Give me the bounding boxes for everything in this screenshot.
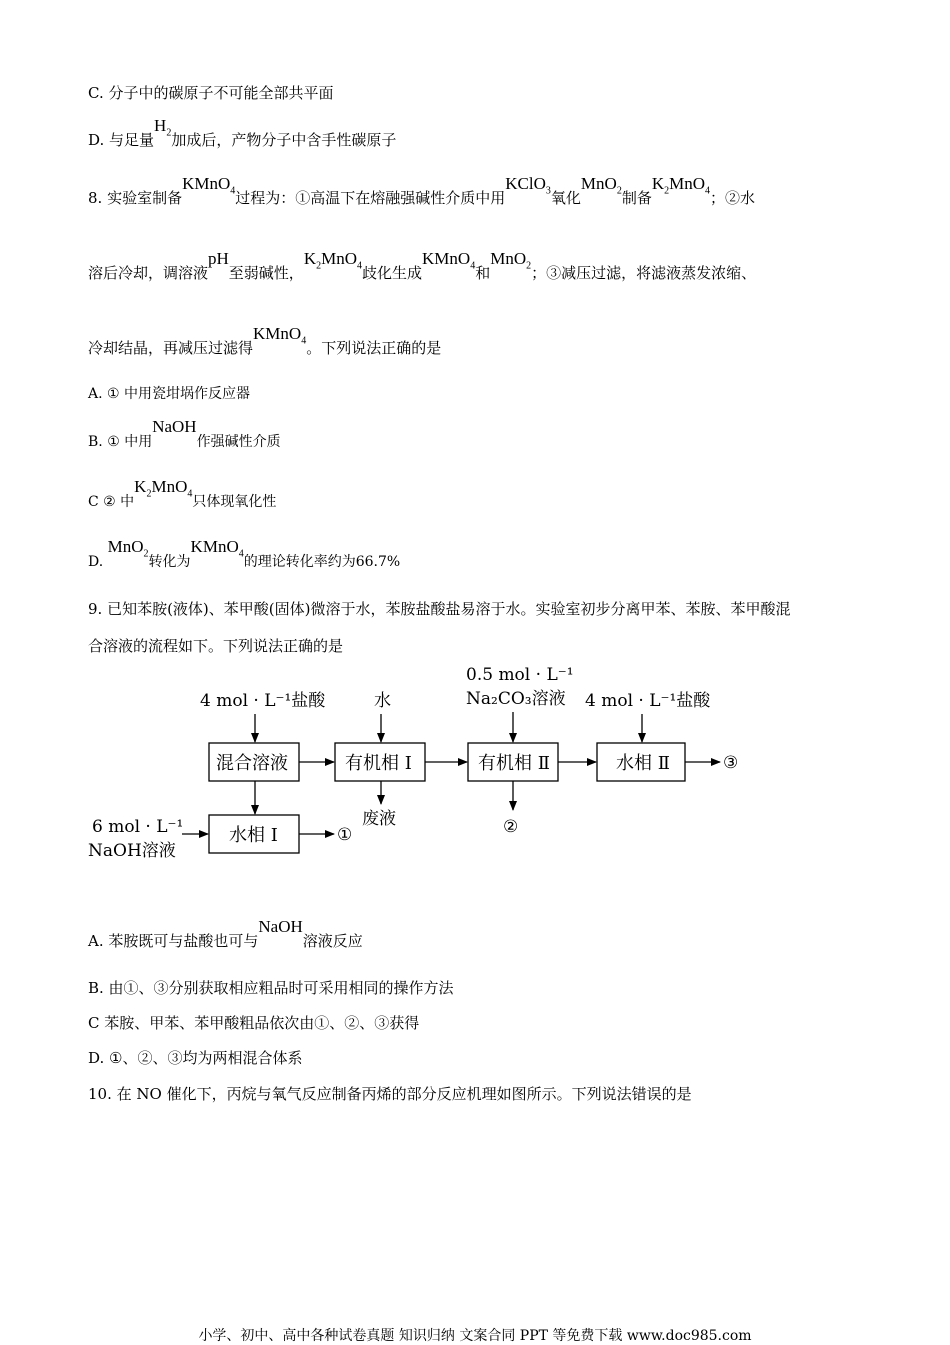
box-aqueous-phase-1-label: 水相 Ⅰ bbox=[229, 825, 278, 846]
reagent-naoh: NaOH溶液 bbox=[88, 841, 176, 861]
reagent-na2co3: Na₂CO₃溶液 bbox=[466, 689, 566, 709]
q8-option-a: A. ① 中用瓷坩埚作反应器 bbox=[88, 386, 251, 402]
reagent-water: 水 bbox=[374, 691, 391, 711]
q8-option-b: B. ① 中用NaOH作强碱性介质 bbox=[88, 417, 281, 450]
q7-option-c: C. 分子中的碳原子不可能全部共平面 bbox=[88, 84, 334, 102]
reagent-na2co3-conc: 0.5 mol · L⁻¹ bbox=[466, 665, 574, 685]
output-2: ② bbox=[503, 817, 519, 837]
reagent-hcl-1: 4 mol · L⁻¹盐酸 bbox=[200, 691, 326, 711]
box-mixed-solution-label: 混合溶液 bbox=[216, 753, 288, 774]
q9-option-c: C 苯胺、甲苯、苯甲酸粗品依次由①、②、③获得 bbox=[88, 1014, 420, 1032]
reagent-hcl-2: 4 mol · L⁻¹盐酸 bbox=[585, 691, 711, 711]
reagent-naoh-conc: 6 mol · L⁻¹ bbox=[92, 817, 184, 837]
q8-stem-line3: 冷却结晶，再减压过滤得KMnO$_4$。下列说法正确的是 bbox=[88, 324, 442, 357]
q9-option-b: B. 由①、③分别获取相应粗品时可采用相同的操作方法 bbox=[88, 979, 454, 997]
q9-option-d: D. ①、②、③均为两相混合体系 bbox=[88, 1049, 303, 1067]
q8-option-d: D. MnO$_2$转化为KMnO$_4$的理论转化率约为66.7% bbox=[88, 537, 401, 570]
waste-liquid: 废液 bbox=[362, 809, 396, 829]
q9-option-a: A. 苯胺既可与盐酸也可与NaOH溶液反应 bbox=[88, 917, 363, 950]
output-3: ③ bbox=[723, 753, 739, 773]
q9-stem-line2: 合溶液的流程如下。下列说法正确的是 bbox=[88, 637, 344, 655]
page-footer: 小学、初中、高中各种试卷真题 知识归纳 文案合同 PPT 等免费下载 www.doc985.com bbox=[198, 1328, 752, 1344]
q8-stem-line1: 8. 实验室制备KMnO$_4$过程为：①高温下在熔融强碱性介质中用KClO$_3$氧化MnO$_2$制备$K_2MnO_4$；②水 bbox=[88, 174, 756, 207]
box-organic-phase-2-label: 有机相 Ⅱ bbox=[478, 753, 550, 774]
output-1: ① bbox=[337, 825, 353, 845]
q10-stem: 10. 在 NO 催化下，丙烷与氧气反应制备丙烯的部分反应机理如图所示。下列说法错误的是 bbox=[88, 1085, 692, 1103]
box-aqueous-phase-2-label: 水相 Ⅱ bbox=[616, 753, 670, 774]
box-organic-phase-1-label: 有机相 Ⅰ bbox=[345, 753, 412, 774]
q7-option-d: D. 与足量$H_2$加成后，产物分子中含手性碳原子 bbox=[88, 116, 397, 149]
q8-option-c: C ② 中$K_2MnO_4$只体现氧化性 bbox=[88, 477, 277, 510]
q8-stem-line2: 溶后冷却，调溶液pH至弱碱性，$K_2MnO_4$歧化生成KMnO$_4$和MnO$_2$；③减压过滤，将滤液蒸发浓缩、 bbox=[88, 249, 757, 282]
q9-stem-line1: 9. 已知苯胺(液体)、苯甲酸(固体)微溶于水，苯胺盐酸盐易溶于水。实验室初步分离甲苯、苯胺、苯甲酸混 bbox=[88, 600, 791, 618]
